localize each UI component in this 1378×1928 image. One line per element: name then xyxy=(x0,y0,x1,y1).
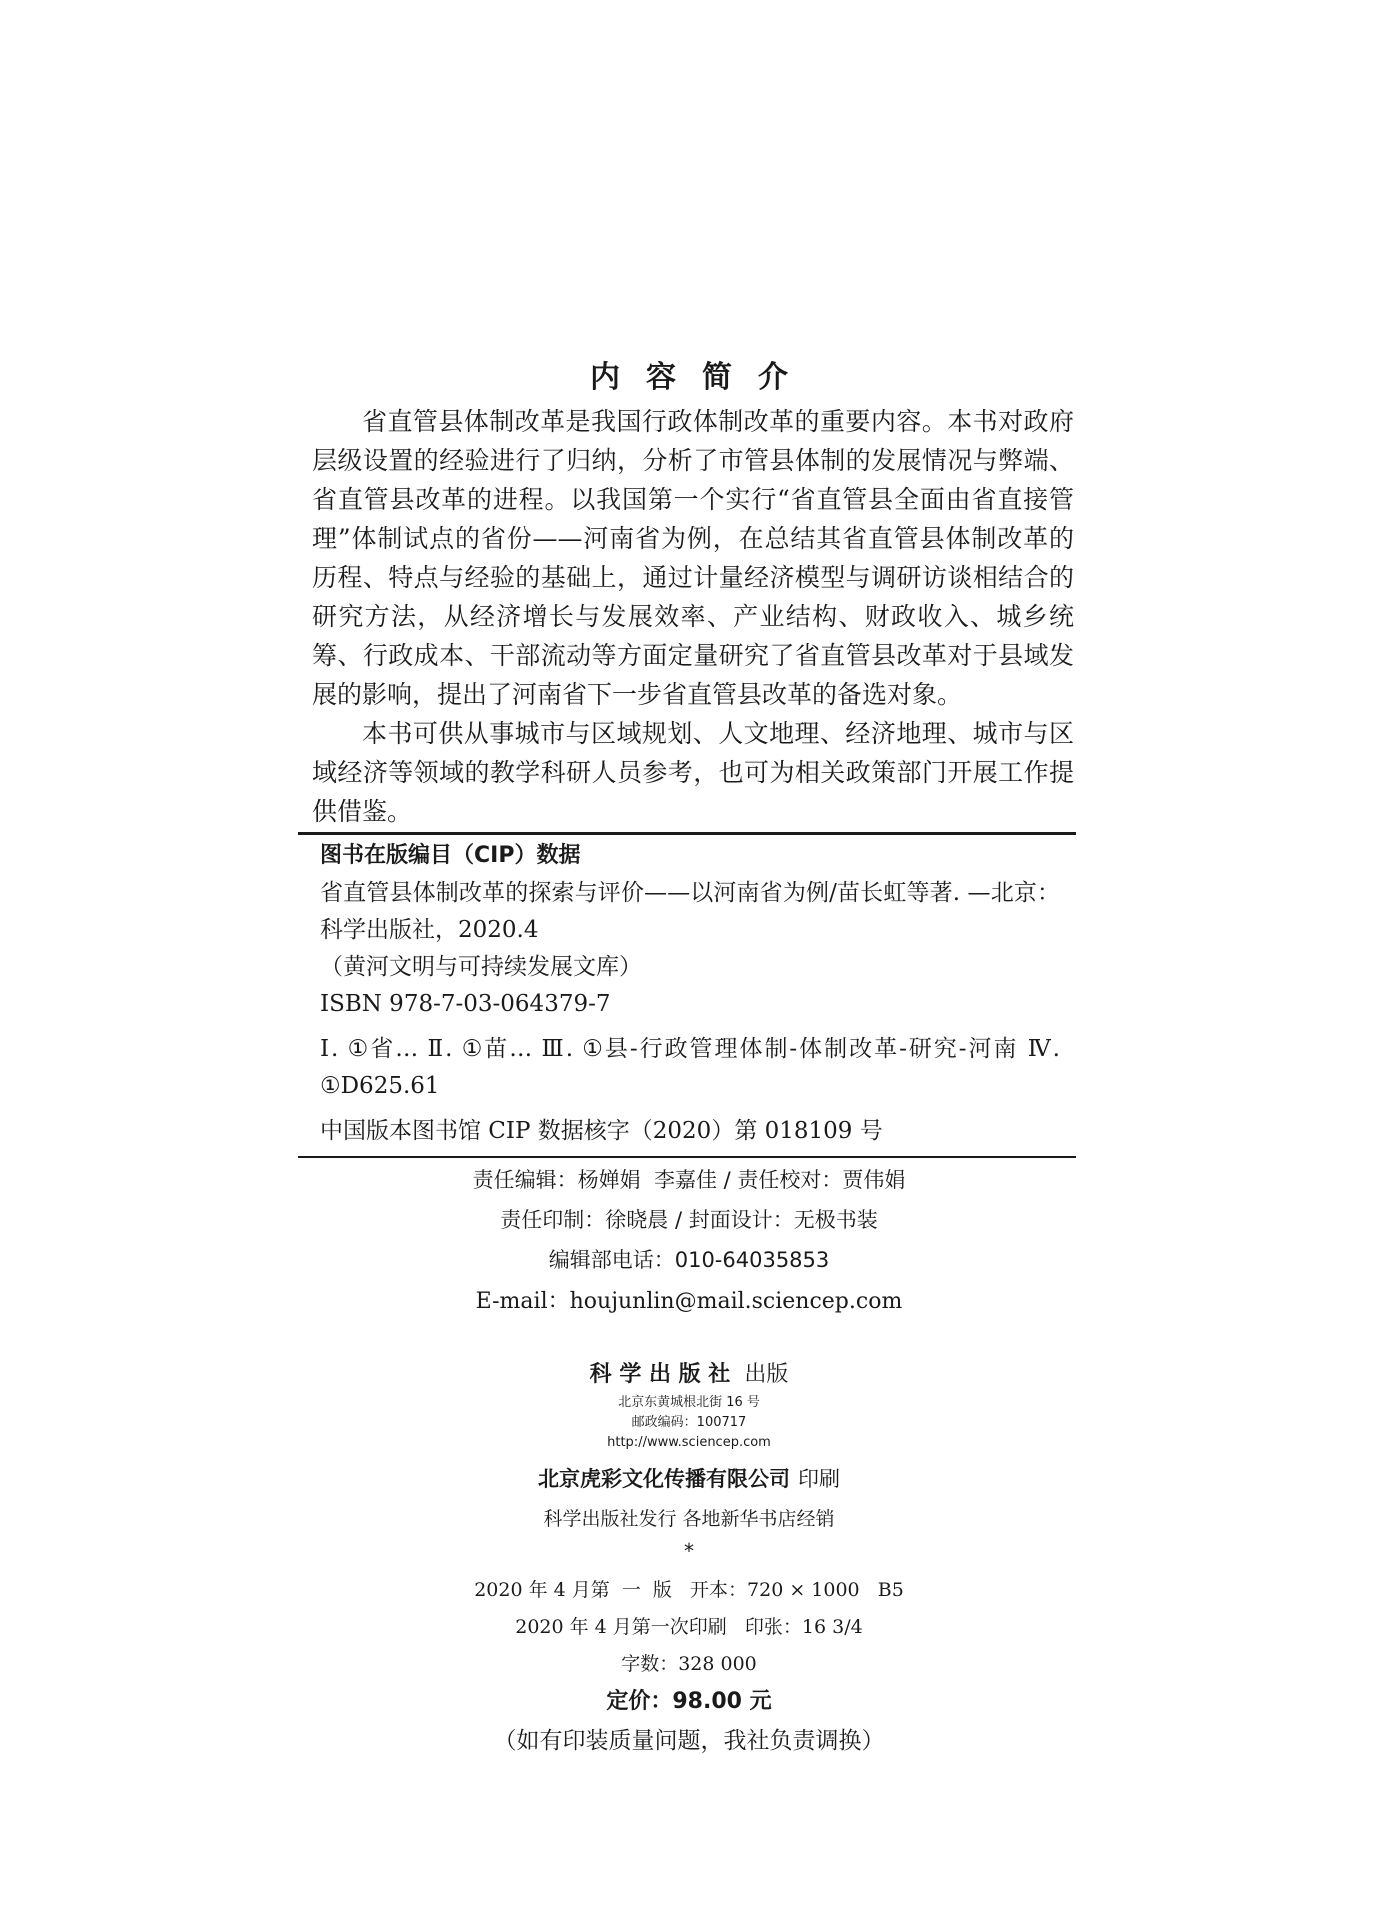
page-title: 内容简介 xyxy=(590,360,814,395)
cip-series: （黄河文明与可持续发展文库） xyxy=(320,954,642,980)
printer-line xyxy=(0,1459,1378,1499)
publisher-name-text: 科 学 出 版 社 xyxy=(589,1361,731,1387)
printer-suffix: 印刷 xyxy=(798,1467,840,1491)
quality-notice: （如有印装质量问题，我社负责调换） xyxy=(493,1728,885,1754)
summary-paragraph-1: 省直管县体制改革是我国行政体制改革的重要内容。本书对政府层级设置的经验进行了归纳，分析了市管县体制的发展情况与弊端、省直管县改革的进程。以我国第一个实行“省直管县全面由省直接管理”体制试点的省份——河南省为例，在总结其省直管县体制改革的历程、特点与经验的基础上，通过计量经济模型与调研访谈相结合的研究方法，从经济增长与发展效率、产业结构、财政收入、城乡统筹、行政成本、干部流动等方面定量研究了省直管县改革对于县域发展的影响，提出了河南省下一步省直管县改革的备选对象。 xyxy=(312,407,1074,709)
cip-record-number: 中国版本图书馆 CIP 数据核字（2020）第 018109 号 xyxy=(320,1118,883,1144)
credits-phone: 编辑部电话：010-64035853 xyxy=(548,1248,830,1272)
edition-word-count: 字数：328 000 xyxy=(621,1653,757,1675)
edition-line-1: 2020 年 4 月第 一 版 开本：720 × 1000 B5 xyxy=(474,1579,904,1601)
edition-block xyxy=(0,1572,1378,1761)
publisher-block xyxy=(0,1356,1378,1563)
separator-star: * xyxy=(684,1539,694,1563)
cip-title-line: 省直管县体制改革的探索与评价——以河南省为例/苗长虹等著. —北京：科学出版社，2020.4 xyxy=(320,880,1060,943)
credits-email: E-mail：houjunlin@mail.sciencep.com xyxy=(475,1289,903,1314)
summary-paragraph-2: 本书可供从事城市与区域规划、人文地理、经济地理、城市与区域经济等领域的教学科研人员参考，也可为相关政策部门开展工作提供借鉴。 xyxy=(312,719,1074,826)
cip-isbn: ISBN 978-7-03-064379-7 xyxy=(320,991,611,1017)
publisher-name-suffix: 出版 xyxy=(744,1362,789,1387)
credits-editors: 责任编辑：杨婵娟 李嘉佳 / 责任校对：贾伟娟 xyxy=(472,1168,906,1192)
distribution-line: 科学出版社发行 各地新华书店经销 xyxy=(543,1508,835,1530)
cip-heading: 图书在版编目（CIP）数据 xyxy=(320,843,581,868)
publisher-address: 北京东黄城根北街 16 号 xyxy=(618,1395,760,1410)
book-summary xyxy=(312,402,1074,831)
credits-block xyxy=(0,1160,1378,1322)
cip-classification: Ⅰ. ①省… Ⅱ. ①苗… Ⅲ. ①县-行政管理体制-体制改革-研究-河南 Ⅳ. ①D625.61 xyxy=(320,1036,1060,1099)
printer-name: 北京虎彩文化传播有限公司 xyxy=(538,1466,790,1491)
publisher-postcode: 邮政编码：100717 xyxy=(631,1415,747,1430)
publisher-name xyxy=(0,1356,1378,1393)
credits-printing: 责任印制：徐晓晨 / 封面设计：无极书装 xyxy=(500,1208,878,1232)
cip-data-box xyxy=(298,832,1076,1158)
price: 定价：98.00 元 xyxy=(606,1689,772,1714)
edition-line-2: 2020 年 4 月第一次印刷 印张：16 3/4 xyxy=(515,1616,863,1638)
publisher-website: http://www.sciencep.com xyxy=(607,1435,771,1450)
